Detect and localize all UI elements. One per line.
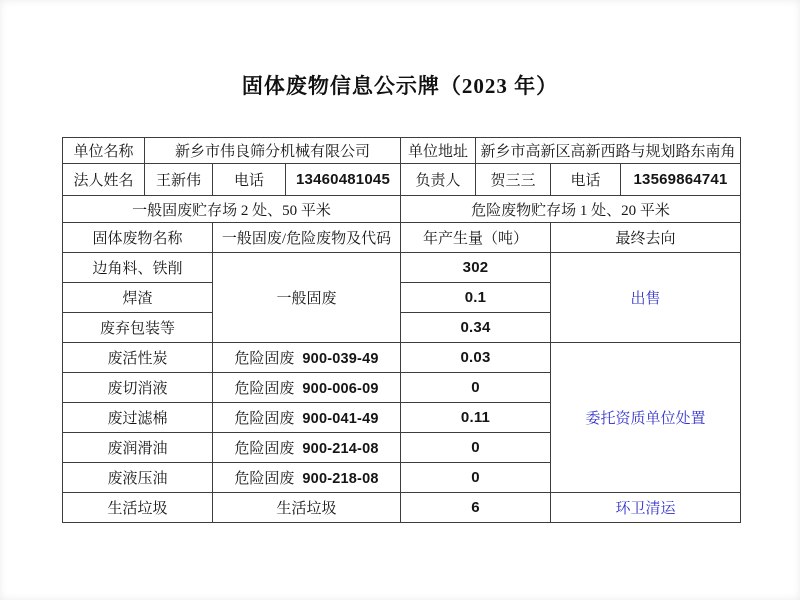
waste-code: 900-214-08 [302,441,379,457]
waste-amount: 302 [401,253,551,283]
row-unit-info [63,138,741,164]
waste-name: 废过滤棉 [63,403,213,433]
row-storage [63,196,741,223]
waste-name: 废润滑油 [63,433,213,463]
waste-type: 危险固废 [234,351,295,367]
waste-code-cell [213,373,401,403]
destination-sale: 出售 [551,253,741,343]
destination-sanitation: 环卫清运 [551,493,741,523]
manager-label: 负责人 [401,164,476,196]
waste-type: 危险固废 [234,471,295,487]
waste-amount: 0 [401,463,551,493]
waste-code-cell [213,403,401,433]
header-waste-name: 固体废物名称 [63,223,213,253]
waste-info-table [62,137,741,523]
header-waste-code: 一般固废/危险废物及代码 [213,223,401,253]
waste-amount: 6 [401,493,551,523]
unit-name-value: 新乡市伟良筛分机械有限公司 [145,138,401,164]
waste-amount: 0.1 [401,283,551,313]
phone-label-1: 电话 [213,164,286,196]
page-title: 固体废物信息公示牌（2023 年） [241,74,559,98]
waste-amount: 0.03 [401,343,551,373]
unit-addr-label: 单位地址 [401,138,476,164]
waste-type: 危险固废 [234,441,295,457]
waste-code: 900-006-09 [302,381,379,397]
waste-type-general: 一般固废 [213,253,401,343]
waste-code: 900-039-49 [302,351,379,367]
waste-amount: 0.11 [401,403,551,433]
phone-value-2: 13569864741 [621,164,741,196]
waste-name: 边角料、铁削 [63,253,213,283]
header-annual-amount: 年产生量（吨） [401,223,551,253]
row-contacts [63,164,741,196]
waste-name: 废活性炭 [63,343,213,373]
row-headers [63,223,741,253]
hazard-storage-cell: 危险废物贮存场 1 处、20 平米 [401,196,741,223]
waste-amount: 0 [401,433,551,463]
legal-name-label: 法人姓名 [63,164,145,196]
waste-code-cell [213,433,401,463]
unit-name-label: 单位名称 [63,138,145,164]
waste-row [63,343,741,373]
waste-amount: 0.34 [401,313,551,343]
waste-type: 危险固废 [234,411,295,427]
header-destination: 最终去向 [551,223,741,253]
waste-name: 生活垃圾 [63,493,213,523]
destination-entrusted: 委托资质单位处置 [551,343,741,493]
waste-code: 900-041-49 [302,411,379,427]
waste-code-cell [213,343,401,373]
waste-name: 废切消液 [63,373,213,403]
waste-name: 焊渣 [63,283,213,313]
waste-type: 危险固废 [234,381,295,397]
legal-name-value: 王新伟 [145,164,213,196]
waste-code-cell [213,463,401,493]
waste-amount: 0 [401,373,551,403]
waste-name: 废液压油 [63,463,213,493]
manager-value: 贺三三 [476,164,551,196]
waste-row [63,253,741,283]
waste-name: 废弃包装等 [63,313,213,343]
phone-label-2: 电话 [551,164,621,196]
waste-row [63,493,741,523]
waste-type-household: 生活垃圾 [213,493,401,523]
waste-code: 900-218-08 [302,471,379,487]
phone-value-1: 13460481045 [286,164,401,196]
general-storage-cell: 一般固废贮存场 2 处、50 平米 [63,196,401,223]
unit-addr-value: 新乡市高新区高新西路与规划路东南角 [476,138,741,164]
